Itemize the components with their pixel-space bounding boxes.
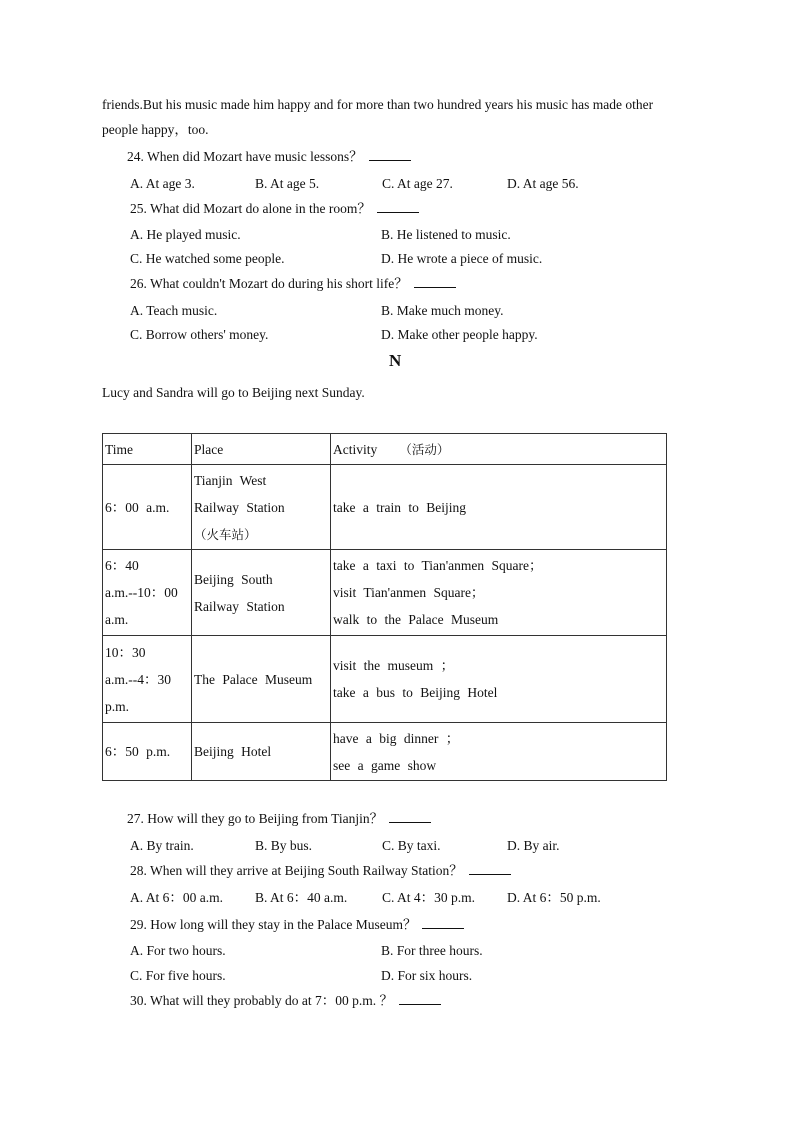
cell-time — [103, 465, 192, 550]
option-29-d: D. For six hours. — [381, 968, 473, 983]
question-text: 24. When did Mozart have music lessons？ — [127, 149, 363, 164]
option-29-b: B. For three hours. — [381, 943, 483, 958]
section-intro: Lucy and Sandra will go to Beijing next Sunday. — [102, 385, 365, 400]
answer-blank[interactable] — [389, 811, 431, 823]
cell-line: Tianjin West — [194, 472, 267, 488]
section-heading: N — [389, 351, 402, 370]
question-28 — [130, 863, 511, 879]
cell-line: Railway Station — [194, 598, 285, 614]
question-text: 28. When will they arrive at Beijing South Railway Station？ — [130, 863, 463, 878]
header-time: Time — [103, 434, 192, 465]
passage-line-2: people happy，too. — [102, 122, 209, 137]
option-24-c: C. At age 27. — [382, 176, 453, 191]
answer-blank[interactable] — [422, 917, 464, 929]
header-activity-cn: （活动） — [399, 441, 450, 457]
answer-blank[interactable] — [399, 993, 441, 1005]
question-text: 25. What did Mozart do alone in the room？ — [130, 201, 371, 216]
cell-place — [192, 465, 331, 550]
option-25-b: B. He listened to music. — [381, 227, 511, 242]
table-row — [103, 550, 667, 636]
cell-line: walk to the Palace Museum — [333, 612, 499, 627]
cell-line: take a bus to Beijing Hotel — [333, 685, 498, 700]
question-26 — [130, 276, 456, 292]
cell-line: Beijing Hotel — [194, 744, 272, 759]
cell-line: 6：40 — [105, 558, 139, 573]
cell-line: Railway Station — [194, 499, 285, 515]
answer-blank[interactable] — [469, 863, 511, 875]
cell-line: 10：30 — [105, 644, 146, 660]
cell-line: have a big dinner ； — [333, 730, 460, 746]
option-29-a: A. For two hours. — [130, 943, 226, 958]
option-24-b: B. At age 5. — [255, 176, 320, 191]
cell-activity — [331, 636, 667, 723]
cell-activity — [331, 465, 667, 550]
header-place: Place — [192, 434, 331, 465]
option-26-d: D. Make other people happy. — [381, 327, 538, 342]
option-25-d: D. He wrote a piece of music. — [381, 251, 543, 266]
cell-line: take a taxi to Tian'anmen Square； — [333, 558, 543, 573]
question-text: 27. How will they go to Beijing from Tianjin？ — [127, 811, 384, 826]
question-30 — [130, 993, 441, 1009]
cell-place — [192, 636, 331, 723]
table-header-row — [103, 434, 667, 465]
question-29 — [130, 917, 464, 933]
header-activity — [331, 434, 667, 465]
cell-line: a.m. — [105, 612, 129, 627]
cell-line: visit the museum ； — [333, 658, 455, 673]
option-28-c: C. At 4：30 p.m. — [382, 890, 476, 905]
option-26-b: B. Make much money. — [381, 303, 504, 318]
option-26-a: A. Teach music. — [130, 303, 218, 318]
cell-line: a.m.--4：30 — [105, 671, 171, 687]
cell-line: p.m. — [105, 698, 130, 714]
option-27-a: A. By train. — [130, 838, 194, 853]
cell-line: The Palace Museum — [194, 671, 313, 687]
cell-line: （火车站） — [194, 526, 257, 542]
cell-line: Beijing South — [194, 571, 273, 587]
option-29-c: C. For five hours. — [130, 968, 226, 983]
table-row — [103, 465, 667, 550]
cell-time — [103, 550, 192, 636]
cell-line: see a game show — [333, 757, 437, 773]
cell-place — [192, 550, 331, 636]
question-25 — [130, 201, 419, 217]
question-24 — [127, 149, 411, 165]
option-24-d: D. At age 56. — [507, 176, 579, 191]
schedule-table — [102, 433, 667, 781]
answer-blank[interactable] — [414, 276, 456, 288]
cell-line: 6：00 a.m. — [105, 499, 170, 515]
table-row — [103, 636, 667, 723]
option-24-a: A. At age 3. — [130, 176, 195, 191]
cell-place — [192, 723, 331, 781]
option-27-b: B. By bus. — [255, 838, 313, 853]
question-text: 30. What will they probably do at 7：00 p.m. ？ — [130, 993, 393, 1008]
option-28-d: D. At 6：50 p.m. — [507, 890, 601, 905]
cell-line: take a train to Beijing — [333, 499, 466, 515]
header-activity-label: Activity — [333, 441, 378, 457]
option-28-b: B. At 6：40 a.m. — [255, 890, 348, 905]
cell-time — [103, 723, 192, 781]
question-text: 29. How long will they stay in the Palace Museum？ — [130, 917, 417, 932]
question-27 — [127, 811, 431, 827]
cell-line: a.m.--10：00 — [105, 585, 178, 600]
option-25-a: A. He played music. — [130, 227, 241, 242]
option-28-a: A. At 6：00 a.m. — [130, 890, 223, 905]
question-text: 26. What couldn't Mozart do during his short life？ — [130, 276, 408, 291]
option-27-d: D. By air. — [507, 838, 560, 853]
table-row — [103, 723, 667, 781]
cell-time — [103, 636, 192, 723]
passage-line-1: friends.But his music made him happy and for more than two hundred years his music has made other — [102, 97, 654, 112]
cell-line: visit Tian'anmen Square； — [333, 585, 485, 600]
option-27-c: C. By taxi. — [382, 838, 441, 853]
cell-line: 6：50 p.m. — [105, 744, 171, 759]
answer-blank[interactable] — [377, 201, 419, 213]
option-26-c: C. Borrow others' money. — [130, 327, 269, 342]
answer-blank[interactable] — [369, 149, 411, 161]
option-25-c: C. He watched some people. — [130, 251, 285, 266]
cell-activity — [331, 723, 667, 781]
cell-activity — [331, 550, 667, 636]
